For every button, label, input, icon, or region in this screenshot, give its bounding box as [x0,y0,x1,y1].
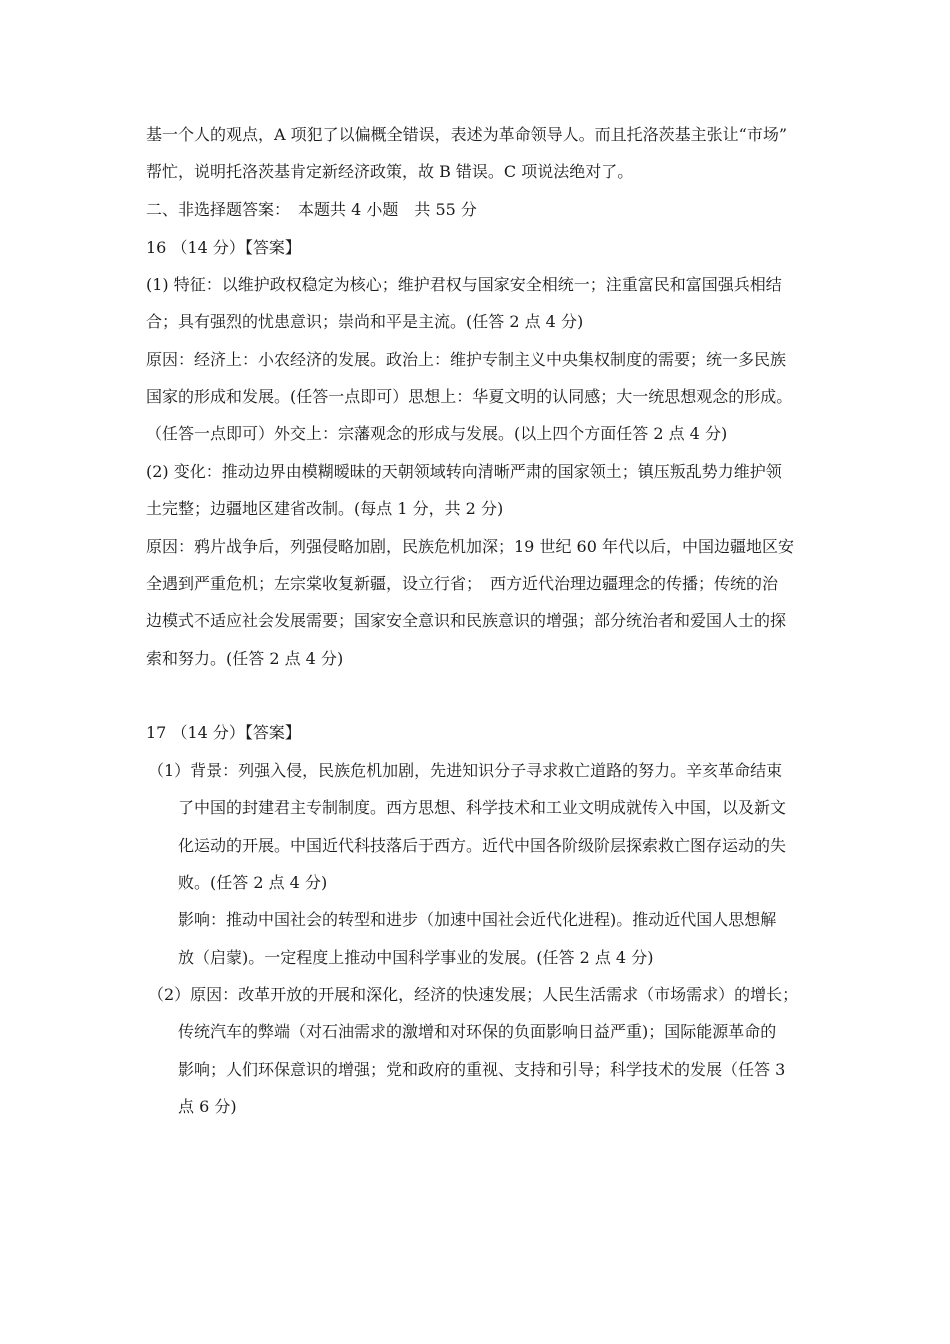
q17-part1-first: （1）背景：列强入侵，民族危机加剧，先进知识分子寻求救亡道路的努力。辛亥革命结束 [148,761,783,780]
q17-part2-line: 影响；人们环保意识的增强；党和政府的重视、支持和引导；科学技术的发展（任答 3 [178,1060,786,1079]
q16-line: 原因：经济上：小农经济的发展。政治上：维护专制主义中央集权制度的需要；统一多民族 [146,350,787,369]
q16-line: (1) 特征：以维护政权稳定为核心；维护君权与国家安全相统一；注重富民和富国强兵相结 [146,275,782,294]
q16-line: (2) 变化：推动边界由模糊暧昧的天朝领域转向清晰严肃的国家领土；镇压叛乱势力维护领 [146,462,782,481]
q17-part2-line: 传统汽车的弊端（对石油需求的激增和对环保的负面影响日益严重)；国际能源革命的 [178,1022,777,1041]
q17-part1-line: 影响：推动中国社会的转型和进步（加速中国社会近代化进程)。推动近代国人思想解 [178,910,777,929]
q16-line: 边模式不适应社会发展需要；国家安全意识和民族意识的增强；部分统治者和爱国人士的探 [146,611,787,630]
q16-line: 合；具有强烈的忧患意识；崇尚和平是主流。(任答 2 点 4 分) [146,312,584,331]
q17-header: 17 （14 分）【答案】 [146,723,301,742]
q17-part1-line: 败。(任答 2 点 4 分) [178,873,328,892]
section-heading: 二、非选择题答案： 本题共 4 小题 共 55 分 [146,200,477,219]
q16-line: 索和努力。(任答 2 点 4 分) [146,649,344,668]
q16-line: （任答一点即可）外交上：宗藩观念的形成与发展。(以上四个方面任答 2 点 4 分) [146,424,728,443]
q16-line: 原因：鸦片战争后，列强侵略加剧，民族危机加深；19 世纪 60 年代以后，中国边疆地区安 [146,537,794,556]
q16-header: 16 （14 分）【答案】 [146,238,301,257]
continuation-line: 基一个人的观点，A 项犯了以偏概全错误，表述为革命领导人。而且托洛茨基主张让“市场” [146,125,788,144]
q17-part2-first: （2）原因：改革开放的开展和深化，经济的快速发展；人民生活需求（市场需求）的增长； [148,985,799,1004]
q17-part2-line: 点 6 分) [178,1097,237,1116]
q16-line: 土完整；边疆地区建省改制。(每点 1 分，共 2 分) [146,499,504,518]
q17-part1-line: 了中国的封建君主专制制度。西方思想、科学技术和工业文明成就传入中国，以及新文 [178,798,787,817]
q17-part1-line: 放（启蒙)。一定程度上推动中国科学事业的发展。(任答 2 点 4 分) [178,948,654,967]
q16-line: 全遇到严重危机；左宗棠收复新疆，设立行省； 西方近代治理边疆理念的传播；传统的治 [146,574,779,593]
q16-line: 国家的形成和发展。(任答一点即可）思想上：华夏文明的认同感；大一统思想观念的形成。 [146,387,793,406]
continuation-line: 帮忙，说明托洛茨基肯定新经济政策，故 B 错误。C 项说法绝对了。 [146,162,634,181]
q17-part1-line: 化运动的开展。中国近代科技落后于西方。近代中国各阶级阶层探索救亡图存运动的失 [178,836,787,855]
